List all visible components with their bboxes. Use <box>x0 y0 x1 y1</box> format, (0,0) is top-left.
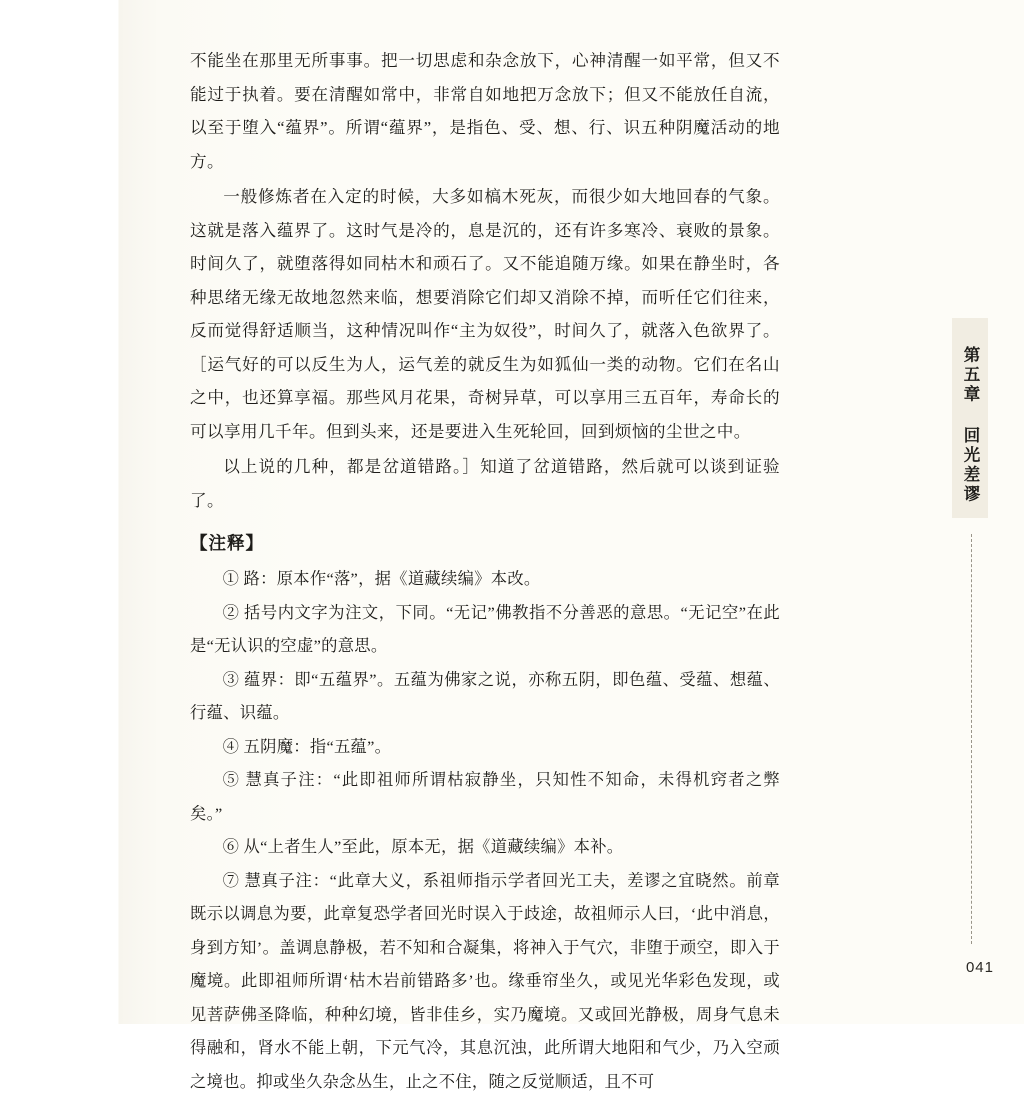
chapter-side-tab <box>950 330 990 520</box>
chapter-tab-label: 第五章 回光差谬 <box>955 330 985 520</box>
annotations-heading: 【注释】 <box>190 527 780 560</box>
annotation-item-1: ① 路：原本作“落”，据《道藏续编》本改。 <box>190 562 780 596</box>
annotation-item-6: ⑥ 从“上者生人”至此，原本无，据《道藏续编》本补。 <box>190 830 780 864</box>
side-dashed-rule <box>971 534 972 944</box>
annotation-item-5: ⑤ 慧真子注：“此即祖师所谓枯寂静坐，只知性不知命，未得机窍者之弊矣。” <box>190 763 780 830</box>
body-paragraph-3: 以上说的几种，都是岔道错路。］知道了岔道错路，然后就可以谈到证验了。 <box>190 450 780 517</box>
page-content <box>190 44 780 1098</box>
annotation-item-7: ⑦ 慧真子注：“此章大义，系祖师指示学者回光工夫，差谬之宜晓然。前章既示以调息为要，此章复恐学者回光时误入于歧途，故祖师示人曰，‘此中消息，身到方知’。盖调息静极，若不知和合凝集，将神入于气穴，非堕于顽空，即入于魔境。此即祖师所谓‘枯木岩前错路多’也。缘垂帘坐久，或见光华彩色发现，或见菩萨佛圣降临，种种幻境，皆非佳乡，实乃魔境。又或回光静极，周身气息未得融和，肾水不能上朝，下元气冷，其息沉浊，此所谓大地阳和气少，乃入空顽之境也。抑或坐久杂念丛生，止之不住，随之反觉顺适，且不可 <box>190 864 780 1098</box>
annotation-item-3: ③ 蕴界：即“五蕴界”。五蕴为佛家之说，亦称五阴，即色蕴、受蕴、想蕴、行蕴、识蕴。 <box>190 663 780 730</box>
body-paragraph-1: 不能坐在那里无所事事。把一切思虑和杂念放下，心神清醒一如平常，但又不能过于执着。要在清醒如常中，非常自如地把万念放下；但又不能放任自流，以至于堕入“蕴界”。所谓“蕴界”，是指色、受、想、行、识五种阴魔活动的地方。 <box>190 44 780 178</box>
annotation-item-2: ② 括号内文字为注文，下同。“无记”佛教指不分善恶的意思。“无记空”在此是“无认识的空虚”的意思。 <box>190 596 780 663</box>
page-number: 041 <box>966 959 994 976</box>
annotation-item-4: ④ 五阴魔：指“五蕴”。 <box>190 730 780 764</box>
body-paragraph-2: 一般修炼者在入定的时候，大多如槁木死灰，而很少如大地回春的气象。这就是落入蕴界了。这时气是冷的，息是沉的，还有许多寒冷、衰败的景象。时间久了，就堕落得如同枯木和顽石了。又不能追随万缘。如果在静坐时，各种思绪无缘无故地忽然来临，想要消除它们却又消除不掉，而听任它们往来，反而觉得舒适顺当，这种情况叫作“主为奴役”，时间久了，就落入色欲界了。［运气好的可以反生为人，运气差的就反生为如狐仙一类的动物。它们在名山之中，也还算享福。那些风月花果，奇树异草，可以享用三五百年，寿命长的可以享用几千年。但到头来，还是要进入生死轮回，回到烦恼的尘世之中。 <box>190 180 780 448</box>
